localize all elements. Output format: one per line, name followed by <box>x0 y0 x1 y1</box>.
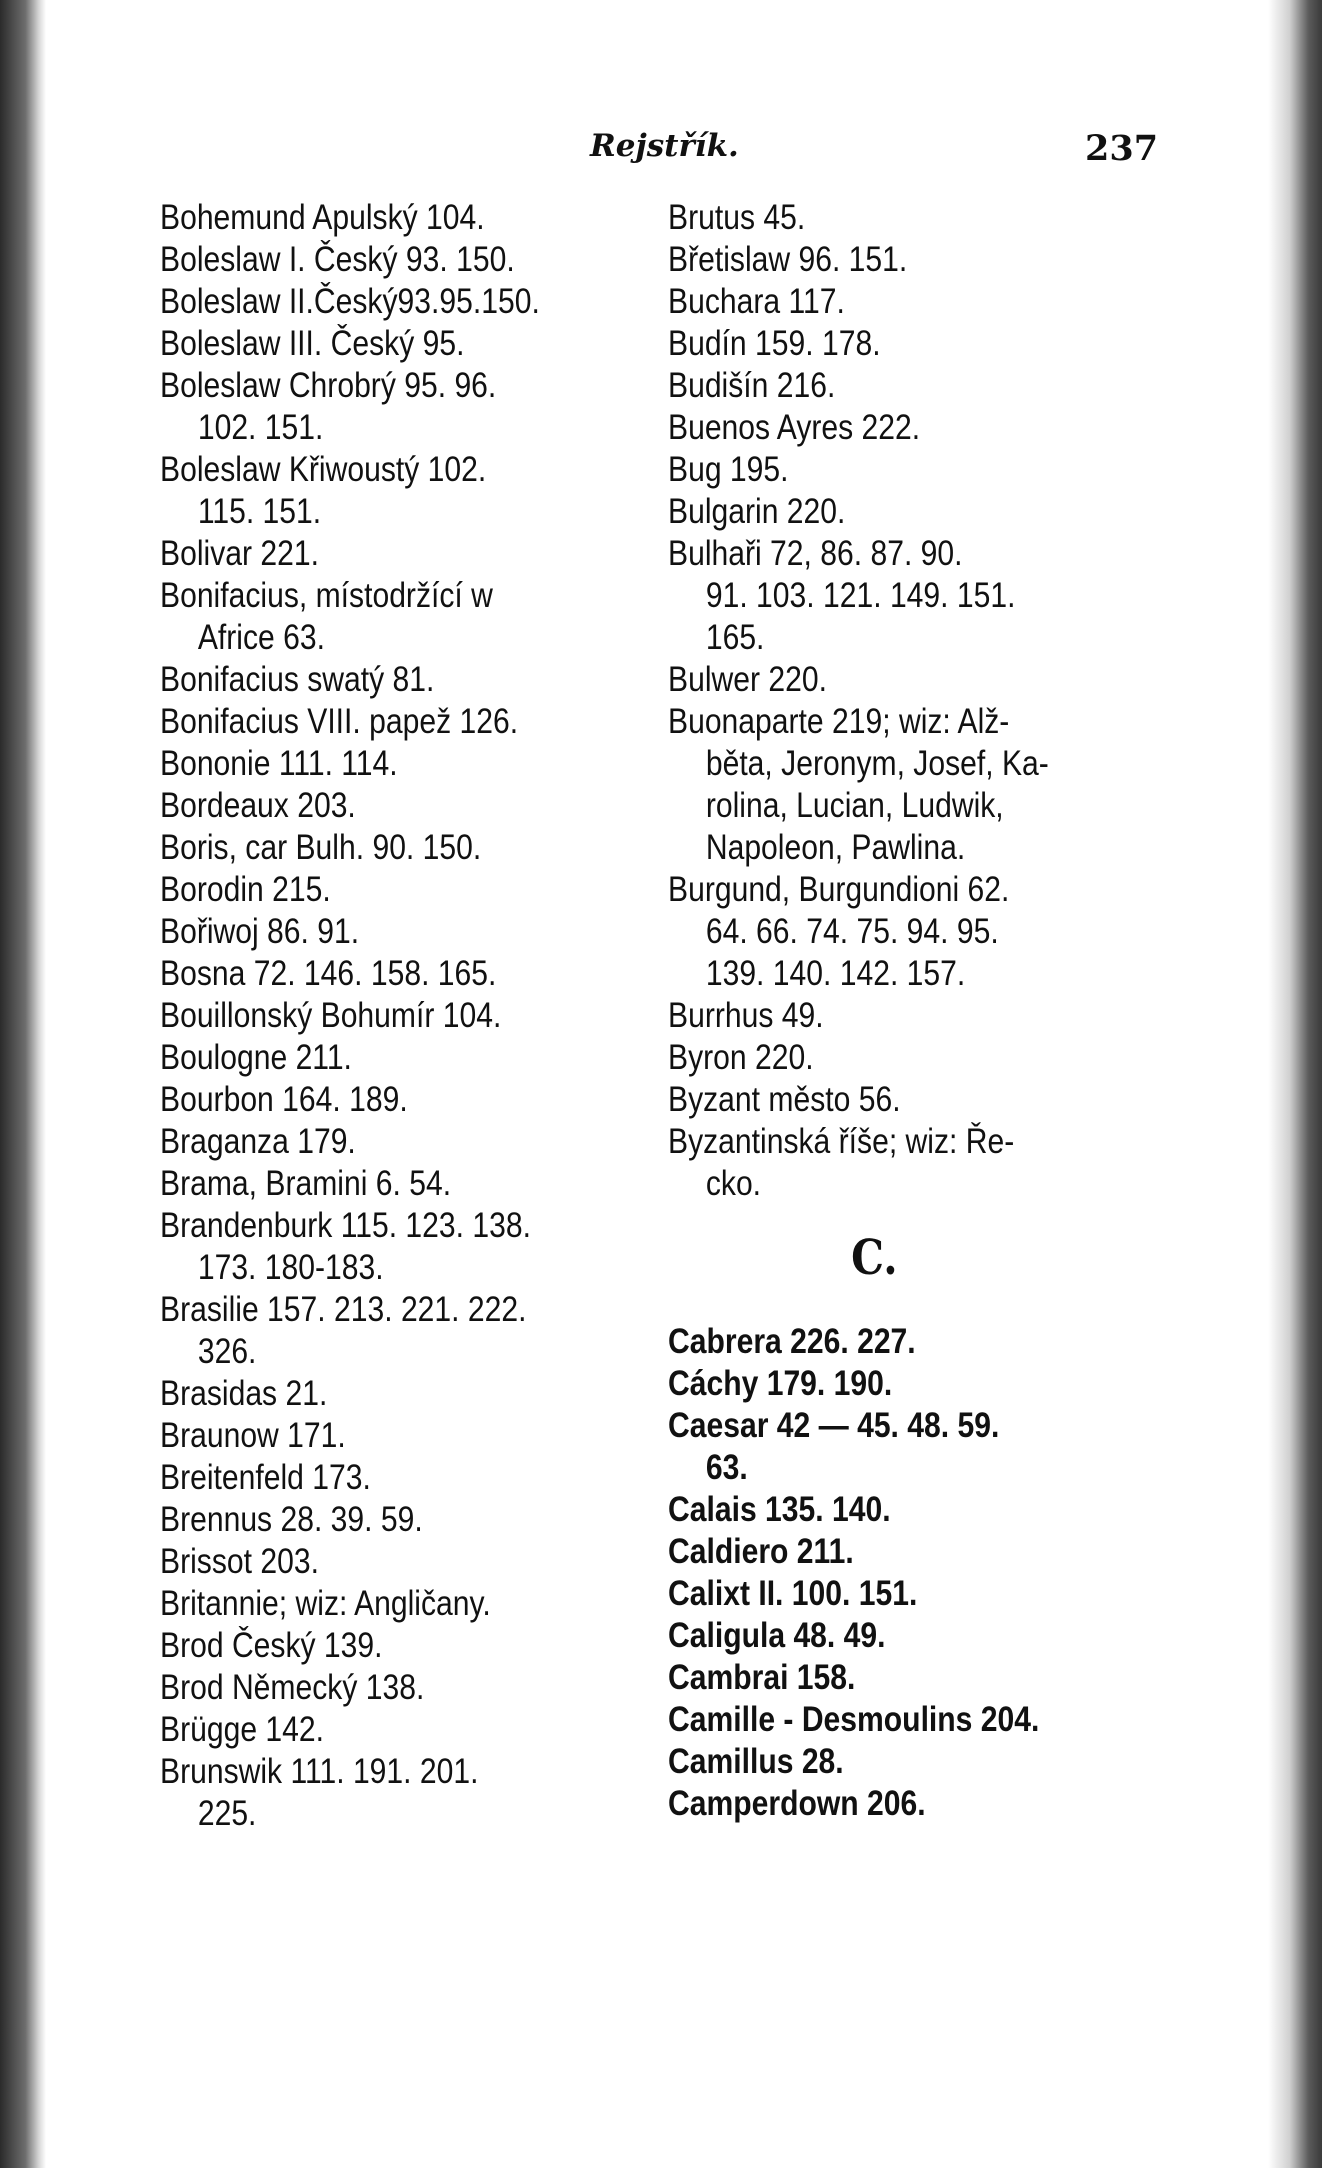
index-entry: Bourbon 164. 189. <box>160 1080 408 1119</box>
index-entry: Boleslaw Chrobrý 95. 96. <box>160 366 497 405</box>
index-entry: Buchara 117. <box>668 282 845 321</box>
index-entry: Boris, car Bulh. 90. 150. <box>160 828 482 867</box>
index-entry: 102. 151. <box>197 408 324 447</box>
index-entry: Camillus 28. <box>668 1742 844 1781</box>
index-entry: Byzantinská říše; wiz: Ře- <box>668 1122 1015 1161</box>
index-entry: Boleslaw I. Český 93. 150. <box>160 240 515 279</box>
index-entry: Bug 195. <box>668 450 789 489</box>
index-entry: 165. <box>705 618 765 657</box>
index-entry: rolina, Lucian, Ludwik, <box>705 786 1004 825</box>
index-entry: Bonifacius VIII. papež 126. <box>160 702 519 741</box>
index-entry: Bulhaři 72, 86. 87. 90. <box>668 534 963 573</box>
index-entry: Břetislaw 96. 151. <box>668 240 908 279</box>
index-entry: Breitenfeld 173. <box>160 1458 371 1497</box>
index-entry: Bonifacius, místodržící w <box>160 576 493 615</box>
index-entry: 225. <box>197 1794 257 1833</box>
index-entry: Boulogne 211. <box>160 1038 352 1077</box>
index-entry: Bordeaux 203. <box>160 786 356 825</box>
index-entry: 326. <box>197 1332 257 1371</box>
index-entry: Bohemund Apulský 104. <box>160 198 485 237</box>
left-page-edge <box>0 0 46 2168</box>
index-entry: Brügge 142. <box>160 1710 325 1749</box>
index-entry: Camille - Desmoulins 204. <box>668 1700 1040 1739</box>
index-entry: Caesar 42 — 45. 48. 59. <box>668 1406 1000 1445</box>
index-entry: 173. 180-183. <box>197 1248 384 1287</box>
index-entry: Brod Český 139. <box>160 1626 383 1665</box>
index-entry: Boleslaw II.Český93.95.150. <box>160 282 540 321</box>
index-section-c <box>668 1321 1049 1825</box>
index-entry: Bosna 72. 146. 158. 165. <box>160 954 497 993</box>
index-entry: běta, Jeronym, Josef, Ka- <box>705 744 1049 783</box>
index-entry: 115. 151. <box>197 492 322 531</box>
index-entry: Brasidas 21. <box>160 1374 328 1413</box>
index-entry: Brutus 45. <box>668 198 806 237</box>
index-entry: Africe 63. <box>197 618 325 657</box>
index-entry: Burrhus 49. <box>668 996 824 1035</box>
index-column-left <box>160 197 540 1835</box>
index-entry: Napoleon, Pawlina. <box>705 828 966 867</box>
index-entry: Bulwer 220. <box>668 660 827 699</box>
index-entry: Borodin 215. <box>160 870 331 909</box>
index-entry: Braunow 171. <box>160 1416 346 1455</box>
index-entry: Brennus 28. 39. 59. <box>160 1500 423 1539</box>
index-entry: Camperdown 206. <box>668 1784 926 1823</box>
index-section-b-continued <box>668 197 1049 1205</box>
index-entry: Britannie; wiz: Angličany. <box>160 1584 491 1623</box>
index-entry: Budišín 216. <box>668 366 836 405</box>
index-entry: Bonifacius swatý 81. <box>160 660 435 699</box>
index-entry: 139. 140. 142. 157. <box>705 954 966 993</box>
section-heading-c: C. <box>851 1230 898 1286</box>
index-entry: Cabrera 226. 227. <box>668 1322 916 1361</box>
index-entry: Cáchy 179. 190. <box>668 1364 893 1403</box>
index-entry: Calixt II. 100. 151. <box>668 1574 918 1613</box>
index-entry: 64. 66. 74. 75. 94. 95. <box>705 912 999 951</box>
index-entry: Caligula 48. 49. <box>668 1616 886 1655</box>
index-entry: Brasilie 157. 213. 221. 222. <box>160 1290 527 1329</box>
index-entry: Boleslaw III. Český 95. <box>160 324 465 363</box>
index-entry: Byron 220. <box>668 1038 814 1077</box>
index-entry: Boleslaw Křiwoustý 102. <box>160 450 487 489</box>
index-entry: Caldiero 211. <box>668 1532 854 1571</box>
index-entry: Braganza 179. <box>160 1122 356 1161</box>
index-entry: Buenos Ayres 222. <box>668 408 921 447</box>
index-entry: Calais 135. 140. <box>668 1490 891 1529</box>
running-header-title: Rejstřík. <box>590 128 739 164</box>
index-entry: Cambrai 158. <box>668 1658 856 1697</box>
index-entry: 91. 103. 121. 149. 151. <box>705 576 1016 615</box>
index-column-right <box>668 197 1049 1825</box>
page-number: 237 <box>1085 128 1159 169</box>
index-entry: Bořiwoj 86. 91. <box>160 912 360 951</box>
index-entry: 63. <box>705 1448 748 1487</box>
index-entry: Bononie 111. 114. <box>160 744 398 783</box>
index-entry: Bulgarin 220. <box>668 492 846 531</box>
index-entry: Bolivar 221. <box>160 534 319 573</box>
index-entry: Byzant město 56. <box>668 1080 901 1119</box>
index-entry: Brama, Bramini 6. 54. <box>160 1164 452 1203</box>
index-entry: Brissot 203. <box>160 1542 319 1581</box>
index-entry: Bouillonský Bohumír 104. <box>160 996 502 1035</box>
index-entry: Budín 159. 178. <box>668 324 881 363</box>
index-entry: Brunswik 111. 191. 201. <box>160 1752 479 1791</box>
index-entry: Brandenburk 115. 123. 138. <box>160 1206 531 1245</box>
index-entry: Buonaparte 219; wiz: Alž- <box>668 702 1010 741</box>
index-entry: Burgund, Burgundioni 62. <box>668 870 1010 909</box>
right-page-edge <box>1268 0 1322 2168</box>
index-entry: cko. <box>705 1164 762 1203</box>
index-entry: Brod Německý 138. <box>160 1668 425 1707</box>
